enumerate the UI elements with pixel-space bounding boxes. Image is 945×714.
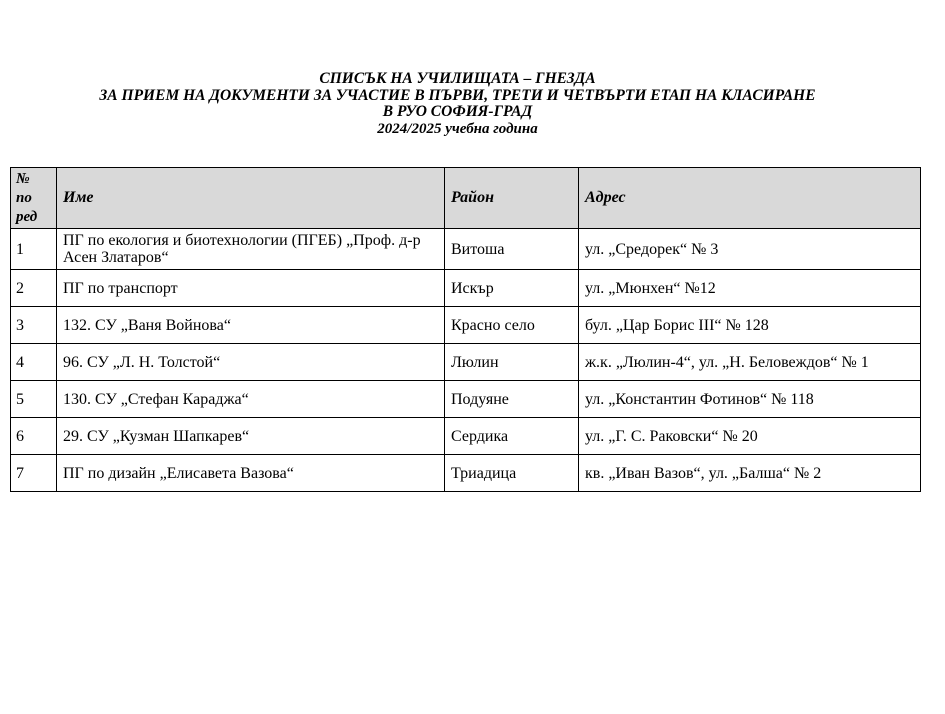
header-name: Име <box>57 168 445 229</box>
title-line-purpose: ЗА ПРИЕМ НА ДОКУМЕНТИ ЗА УЧАСТИЕ В ПЪРВИ, ТРЕТИ И ЧЕТВЪРТИ ЕТАП НА КЛАСИРАНЕ <box>99 86 816 104</box>
table-row <box>11 455 921 492</box>
row-district: Витоша <box>445 229 579 270</box>
title-line-list: СПИСЪК НА УЧИЛИЩАТА – ГНЕЗДА <box>319 70 596 87</box>
row-district: Триадица <box>445 455 579 492</box>
row-number: 3 <box>11 307 57 344</box>
row-address: кв. „Иван Вазов“, ул. „Балша“ № 2 <box>579 455 921 492</box>
row-number: 4 <box>11 344 57 381</box>
title-line-ruo: В РУО СОФИЯ-ГРАД <box>382 103 533 120</box>
row-district: Люлин <box>445 344 579 381</box>
row-district: Искър <box>445 270 579 307</box>
row-number: 1 <box>11 229 57 270</box>
row-number: 6 <box>11 418 57 455</box>
header-number-line2: по <box>16 189 32 206</box>
row-address: ж.к. „Люлин-4“, ул. „Н. Беловеждов“ № 1 <box>579 344 921 381</box>
row-school-name: 96. СУ „Л. Н. Толстой“ <box>57 344 445 381</box>
header-district: Район <box>445 168 579 229</box>
row-school-name: ПГ по транспорт <box>57 270 445 307</box>
header-address: Адрес <box>579 168 921 229</box>
row-number: 2 <box>11 270 57 307</box>
table-header-row <box>11 168 921 229</box>
document-title <box>0 71 915 137</box>
row-district: Красно село <box>445 307 579 344</box>
row-school-name: ПГ по екология и биотехнологии (ПГЕБ) „Проф. д-р Асен Златаров“ <box>57 229 445 270</box>
row-district: Сердика <box>445 418 579 455</box>
row-school-name: 29. СУ „Кузман Шапкарев“ <box>57 418 445 455</box>
table-row <box>11 418 921 455</box>
header-number-line3: ред <box>16 208 38 225</box>
header-number-line1: № <box>16 170 30 187</box>
table-row <box>11 381 921 418</box>
row-address: ул. „Константин Фотинов“ № 118 <box>579 381 921 418</box>
title-line-school-year: 2024/2025 учебна година <box>377 120 538 137</box>
schools-table <box>10 167 921 492</box>
table-row <box>11 229 921 270</box>
header-number <box>11 168 57 229</box>
row-district: Подуяне <box>445 381 579 418</box>
row-address: ул. „Средорек“ № 3 <box>579 229 921 270</box>
row-address: ул. „Мюнхен“ №12 <box>579 270 921 307</box>
row-school-name: ПГ по дизайн „Елисавета Вазова“ <box>57 455 445 492</box>
row-school-name: 130. СУ „Стефан Караджа“ <box>57 381 445 418</box>
row-number: 5 <box>11 381 57 418</box>
table-row <box>11 270 921 307</box>
row-address: ул. „Г. С. Раковски“ № 20 <box>579 418 921 455</box>
row-school-name: 132. СУ „Ваня Войнова“ <box>57 307 445 344</box>
table-row <box>11 307 921 344</box>
row-number: 7 <box>11 455 57 492</box>
table-row <box>11 344 921 381</box>
row-address: бул. „Цар Борис III“ № 128 <box>579 307 921 344</box>
